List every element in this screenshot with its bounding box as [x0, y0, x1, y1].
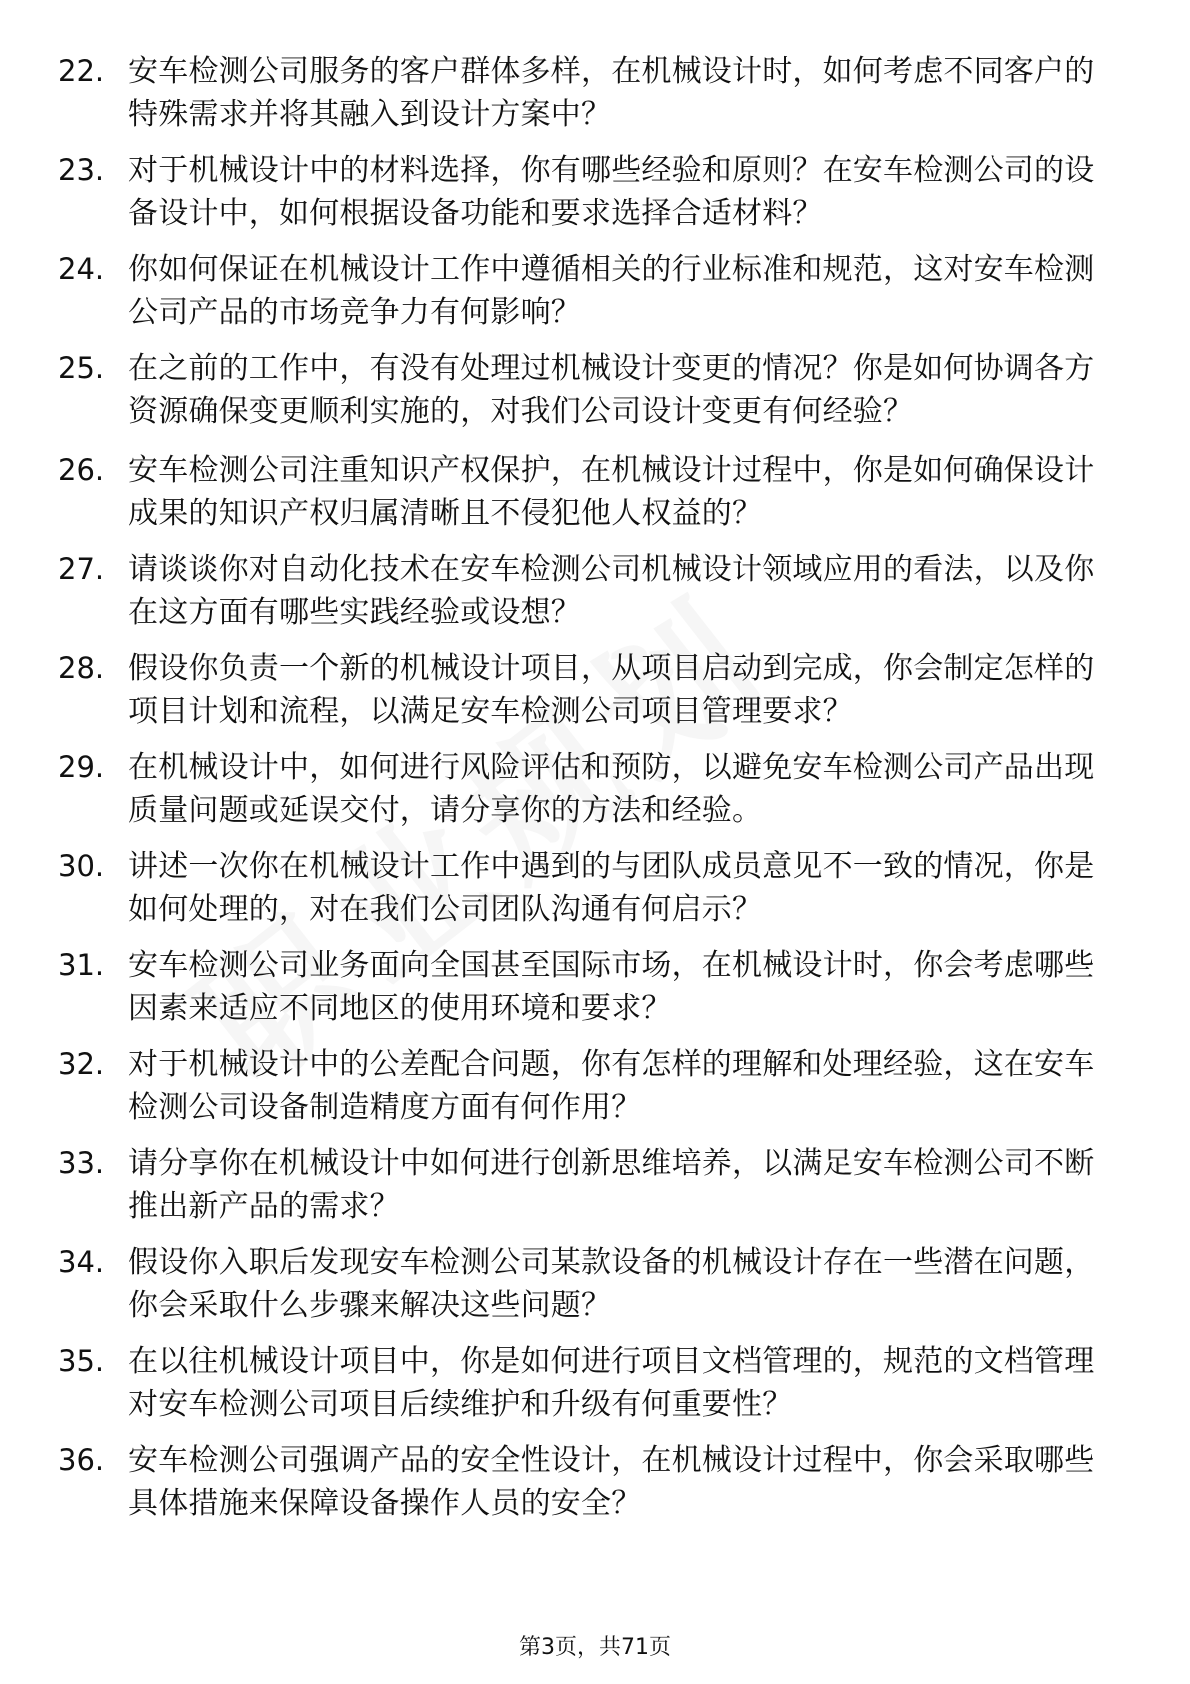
question-number: 33.	[58, 1146, 105, 1180]
question-item	[58, 347, 1128, 433]
question-text: 在机械设计中，如何进行风险评估和预防，以避免安车检测公司产品出现质量问题或延误交付，请分享你的方法和经验。	[128, 750, 1095, 828]
question-number: 28.	[58, 651, 105, 685]
question-number: 31.	[58, 948, 105, 982]
question-item	[58, 50, 1128, 136]
question-text: 在以往机械设计项目中，你是如何进行项目文档管理的，规范的文档管理对安车检测公司项目后续维护和升级有何重要性？	[128, 1344, 1095, 1422]
question-item	[58, 647, 1128, 733]
question-text: 对于机械设计中的材料选择，你有哪些经验和原则？在安车检测公司的设备设计中，如何根据设备功能和要求选择合适材料？	[128, 153, 1095, 231]
question-text: 讲述一次你在机械设计工作中遇到的与团队成员意见不一致的情况，你是如何处理的，对在我们公司团队沟通有何启示？	[128, 849, 1095, 927]
question-number: 23.	[58, 153, 105, 187]
question-list	[58, 50, 1128, 1538]
question-item	[58, 1241, 1128, 1327]
question-number: 26.	[58, 453, 105, 487]
question-item	[58, 944, 1128, 1030]
question-item	[58, 1142, 1128, 1228]
question-number: 36.	[58, 1443, 105, 1477]
question-number: 34.	[58, 1245, 105, 1279]
question-text: 假设你入职后发现安车检测公司某款设备的机械设计存在一些潜在问题，你会采取什么步骤来解决这些问题？	[128, 1245, 1095, 1323]
question-number: 35.	[58, 1344, 105, 1378]
question-number: 25.	[58, 351, 105, 385]
question-item	[58, 1043, 1128, 1129]
question-item	[58, 149, 1128, 235]
question-text: 在之前的工作中，有没有处理过机械设计变更的情况？你是如何协调各方资源确保变更顺利实施的，对我们公司设计变更有何经验？	[128, 351, 1095, 429]
question-item	[58, 746, 1128, 832]
question-item	[58, 248, 1128, 334]
question-item	[58, 845, 1128, 931]
question-number: 29.	[58, 750, 105, 784]
question-text: 你如何保证在机械设计工作中遵循相关的行业标准和规范，这对安车检测公司产品的市场竞争力有何影响？	[128, 252, 1095, 330]
question-text: 安车检测公司注重知识产权保护，在机械设计过程中，你是如何确保设计成果的知识产权归属清晰且不侵犯他人权益的？	[128, 453, 1095, 531]
question-item	[58, 449, 1128, 535]
question-number: 32.	[58, 1047, 105, 1081]
question-text: 安车检测公司强调产品的安全性设计，在机械设计过程中，你会采取哪些具体措施来保障设备操作人员的安全？	[128, 1443, 1095, 1521]
question-item	[58, 1439, 1128, 1525]
question-item	[58, 1340, 1128, 1426]
question-text: 请谈谈你对自动化技术在安车检测公司机械设计领域应用的看法，以及你在这方面有哪些实践经验或设想？	[128, 552, 1095, 630]
page-footer: 第3页，共71页	[519, 1635, 671, 1660]
question-item	[58, 548, 1128, 634]
question-text: 请分享你在机械设计中如何进行创新思维培养，以满足安车检测公司不断推出新产品的需求？	[128, 1146, 1095, 1224]
question-number: 27.	[58, 552, 105, 586]
question-text: 对于机械设计中的公差配合问题，你有怎样的理解和处理经验，这在安车检测公司设备制造精度方面有何作用？	[128, 1047, 1095, 1125]
question-text: 假设你负责一个新的机械设计项目，从项目启动到完成，你会制定怎样的项目计划和流程，以满足安车检测公司项目管理要求？	[128, 651, 1095, 729]
question-number: 30.	[58, 849, 105, 883]
question-number: 24.	[58, 252, 105, 286]
question-number: 22.	[58, 54, 105, 88]
question-text: 安车检测公司业务面向全国甚至国际市场，在机械设计时，你会考虑哪些因素来适应不同地区的使用环境和要求？	[128, 948, 1095, 1026]
question-text: 安车检测公司服务的客户群体多样，在机械设计时，如何考虑不同客户的特殊需求并将其融入到设计方案中？	[128, 54, 1095, 132]
